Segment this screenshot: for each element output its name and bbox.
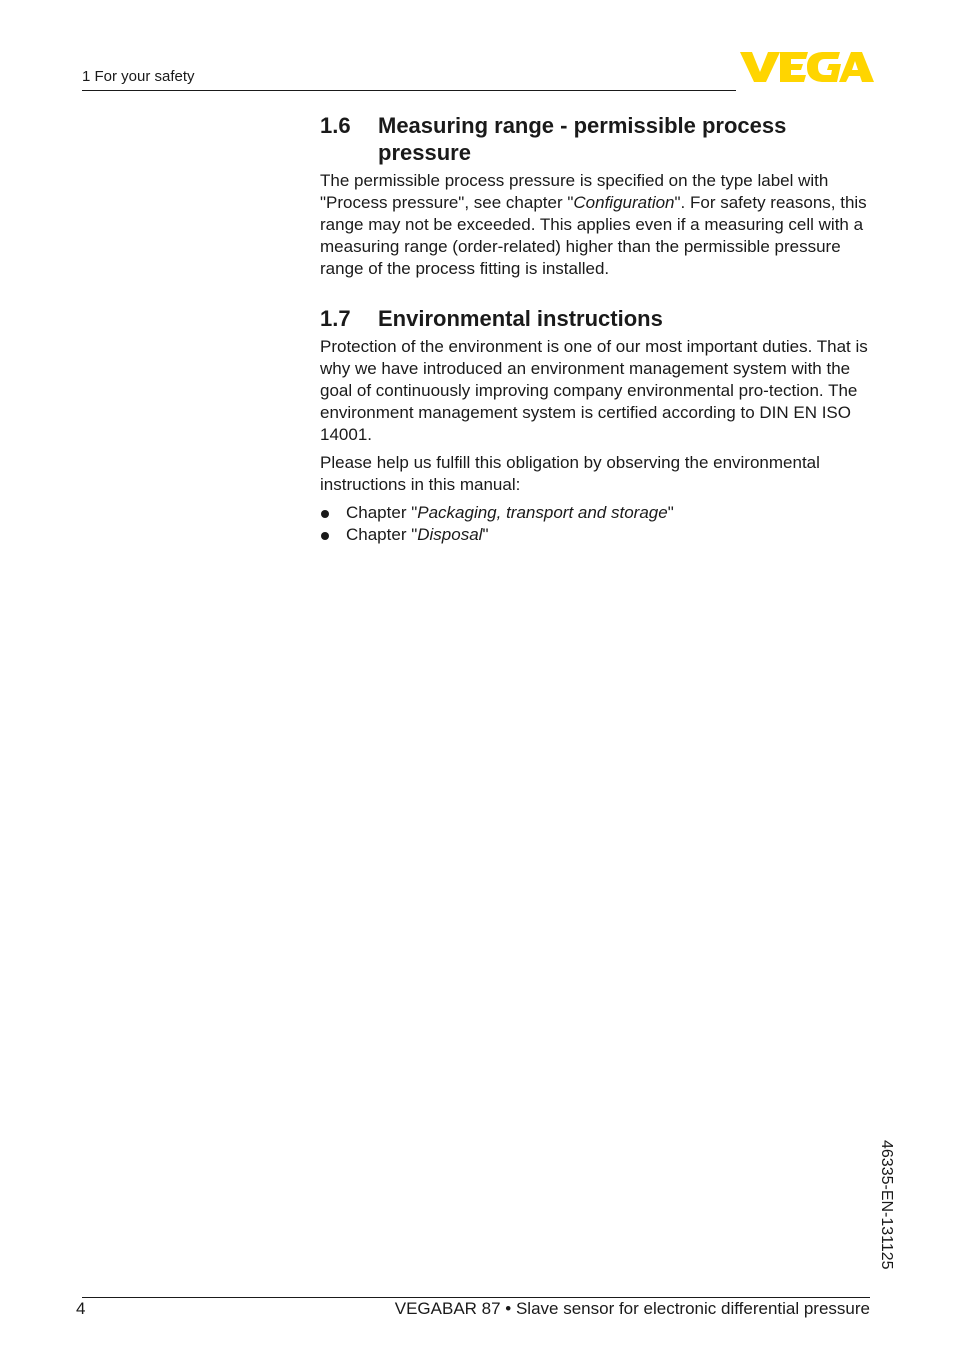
paragraph-text: The permissible process pressure is specified on the type label with "Process pressure", see chapter " xyxy=(320,171,829,212)
list-item-text: " xyxy=(482,525,489,544)
section-1-7 xyxy=(320,305,880,546)
list-item-text: Chapter " xyxy=(346,525,418,544)
section-title: Environmental instructions xyxy=(378,306,663,331)
page-number: 4 xyxy=(76,1299,86,1318)
header-rule xyxy=(82,90,736,91)
bullet-icon xyxy=(321,510,329,518)
list-item-text: " xyxy=(667,503,674,522)
chapter-reference: Configuration xyxy=(573,193,675,212)
paragraph: Please help us fulfill this obligation by observing the environmental instructions in this manual: xyxy=(320,453,820,494)
section-heading xyxy=(320,305,880,332)
paragraph-text: ". For safety reasons, this range may not be exceeded. This applies even if a measuring cell with a measuring range (order-related) higher than the permissible pressure range of the process fitting is installed. xyxy=(320,193,867,278)
list-item xyxy=(320,524,880,546)
section-heading xyxy=(320,112,880,166)
section-number: 1.6 xyxy=(320,113,351,138)
footer-title: VEGABAR 87 • Slave sensor for electronic differential pressure xyxy=(394,1299,870,1318)
paragraph xyxy=(320,170,880,280)
running-header-section: 1 For your safety xyxy=(82,68,195,85)
bullet-icon xyxy=(321,532,329,540)
bullet-list xyxy=(320,502,880,546)
section-1-6 xyxy=(320,112,880,280)
list-item xyxy=(320,502,880,524)
list-item-text: Chapter " xyxy=(346,503,418,522)
paragraph: Protection of the environment is one of our most important duties. That is why we have introduced an environment management system with the goal of continuously improving company environmental pro-tection. The environment management system is certified according to DIN EN ISO 14001. xyxy=(320,337,868,444)
footer-rule xyxy=(82,1297,870,1298)
vega-logo xyxy=(740,50,874,84)
document-code: 46335-EN-131125 xyxy=(878,1140,895,1270)
chapter-reference: Packaging, transport and storage xyxy=(417,503,668,522)
section-number: 1.7 xyxy=(320,306,351,331)
chapter-reference: Disposal xyxy=(417,525,483,544)
section-title: Measuring range - permissible process pressure xyxy=(378,113,787,165)
